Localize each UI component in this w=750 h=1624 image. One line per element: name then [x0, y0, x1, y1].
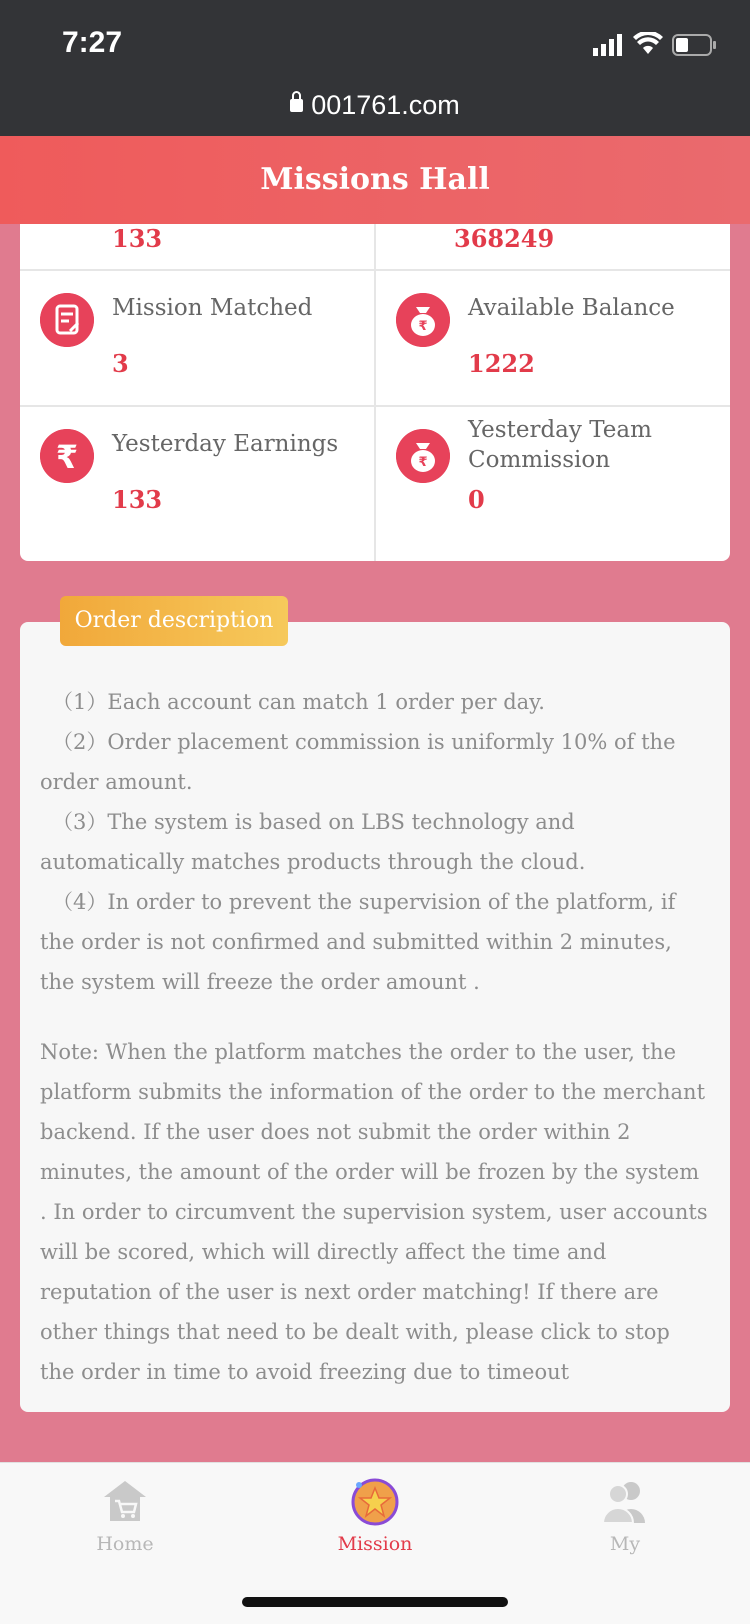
stat-value-top-left: 133 [112, 224, 163, 253]
users-icon [600, 1477, 650, 1527]
stats-panel [20, 224, 730, 561]
tab-label: Mission [337, 1533, 413, 1555]
stat-value: 133 [112, 485, 163, 514]
money-bag-icon [396, 429, 450, 483]
rupee-icon [40, 429, 94, 483]
svg-text:₹: ₹ [418, 455, 428, 470]
stat-value: 1222 [468, 349, 535, 378]
stat-yesterday-team-commission [376, 407, 730, 545]
url-text: 001761.com [311, 90, 460, 120]
shopping-cart-home-icon [100, 1477, 150, 1527]
address-bar[interactable] [0, 90, 750, 121]
tab-label: My [609, 1533, 641, 1555]
rule-item: （1）Each account can match 1 order per day. [52, 690, 545, 714]
page-title: Missions Hall [0, 136, 750, 224]
rule-item: （2）Order placement commission is uniformly 10% of the order amount. [40, 730, 676, 794]
stat-label: Mission Matched [112, 295, 313, 321]
stat-available-balance [376, 271, 730, 409]
wifi-icon [633, 32, 663, 56]
money-bag-icon [396, 293, 450, 347]
signal-icon [593, 34, 623, 56]
svg-text:₹: ₹ [55, 438, 79, 476]
stat-mission-matched [20, 271, 374, 409]
lock-icon [290, 99, 303, 112]
stat-yesterday-earnings [20, 407, 374, 545]
svg-text:₹: ₹ [418, 319, 428, 334]
status-bar [0, 0, 750, 136]
stat-value-top-right: 368249 [454, 224, 555, 253]
tab-mission[interactable] [250, 1463, 500, 1573]
tab-home[interactable] [0, 1463, 250, 1573]
stat-value: 3 [112, 349, 129, 378]
order-description-tab: Order description [60, 596, 288, 646]
tab-label: Home [96, 1533, 154, 1555]
battery-icon [672, 34, 717, 56]
stat-label: Yesterday Earnings [112, 431, 339, 457]
rule-item: （3）The system is based on LBS technology and automatically matches products through the cloud. [40, 810, 586, 874]
stat-value: 0 [468, 485, 485, 514]
rule-item: （4）In order to prevent the supervision of the platform, if the order is not confirmed and submitted within 2 minutes, the system will freeze the order amount . [40, 890, 676, 994]
document-icon [40, 293, 94, 347]
status-time: 7:27 [62, 26, 123, 59]
stat-label: Yesterday Team Commission [468, 417, 652, 473]
order-rules [40, 682, 710, 1002]
tab-my[interactable] [500, 1463, 750, 1573]
star-badge-icon [350, 1477, 400, 1527]
order-note: Note: When the platform matches the order to the user, the platform submits the information of the order to the merchant backend. If the user does not submit the order within 2 minutes, the amount of the order will be frozen by the system . In order to circumvent the supervision system, user accounts will be scored, which will directly affect the time and reputation of the user is next order matching! If there are other things that need to be dealt with, please click to stop the order in time to avoid freezing due to timeout [40, 1040, 708, 1384]
home-indicator[interactable] [242, 1597, 508, 1607]
stat-label: Available Balance [468, 295, 675, 321]
